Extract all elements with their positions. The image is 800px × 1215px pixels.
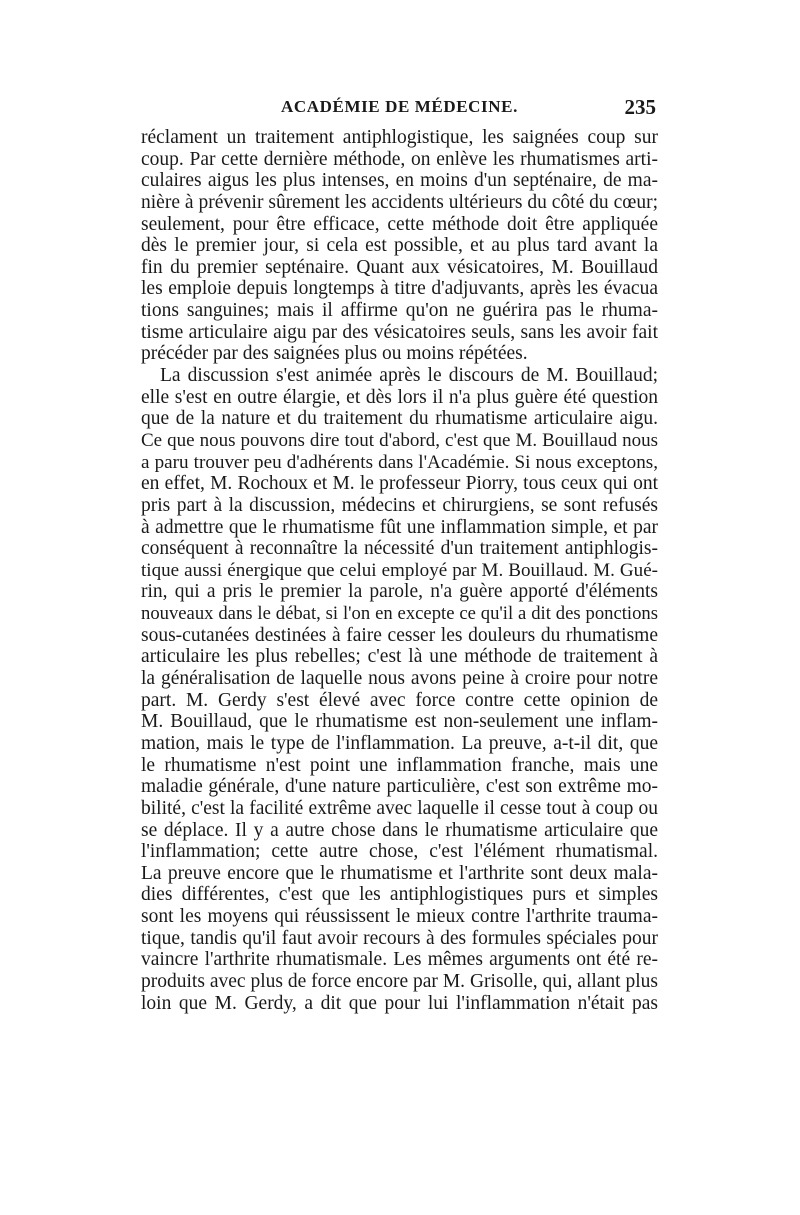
text-line: l'inflammation; cette autre chose, c'est l'élément rhumatismal. [141,841,658,863]
text-line: sont les moyens qui réussissent le mieux contre l'arthrite trauma- [141,906,658,928]
text-line: fin du premier septénaire. Quant aux vésicatoires, M. Bouillaud [141,256,658,278]
running-header [141,95,658,125]
text-line: pris part à la discussion, médecins et chirurgiens, se sont refusés [141,494,658,516]
text-line: tisme articulaire aigu par des vésicatoires seuls, sans les avoir fait [141,321,658,343]
text-line: M. Bouillaud, que le rhumatisme est non-seulement une inflam- [141,711,658,733]
text-line: les emploie depuis longtemps à titre d'adjuvants, après les évacua [141,278,658,300]
paragraph-end-line: précéder par des saignées plus ou moins répétées. [141,343,528,365]
text-line: tique, tandis qu'il faut avoir recours à des formules spéciales pour [141,927,658,949]
text-line: La preuve encore que le rhumatisme et l'arthrite sont deux mala- [141,862,658,884]
text-line: loin que M. Gerdy, a dit que pour lui l'inflammation n'était pas [141,992,658,1014]
text-line: bilité, c'est la facilité extrême avec laquelle il cesse tout à coup ou [141,797,658,819]
text-line: dès le premier jour, si cela est possible, et au plus tard avant la [141,235,658,257]
paragraph-first-line: La discussion s'est animée après le discours de M. Bouillaud; [160,365,658,387]
text-line: articulaire les plus rebelles; c'est là une méthode de traitement à [141,646,658,668]
text-line: le rhumatisme n'est point une inflammation franche, mais une [141,754,658,776]
text-line: sous-cutanées destinées à faire cesser les douleurs du rhumatisme [141,624,658,646]
text-line: nouveaux dans le débat, si l'on en excepte ce qu'il a dit des ponctions [141,603,658,625]
text-line: se déplace. Il y a autre chose dans le rhumatisme articulaire que [141,819,658,841]
text-line: coup. Par cette dernière méthode, on enlève les rhumatismes arti- [141,148,658,170]
text-line: conséquent à reconnaître la nécessité d'un traitement antiphlogis- [141,538,658,560]
text-line: en effet, M. Rochoux et M. le professeur Piorry, tous ceux qui ont [141,473,658,495]
running-title: ACADÉMIE DE MÉDECINE. [281,97,518,116]
text-line: à admettre que le rhumatisme fût une inflammation simple, et par [141,516,658,538]
text-line: seulement, pour être efficace, cette méthode doit être appliquée [141,213,658,235]
text-line: réclament un traitement antiphlogistique, les saignées coup sur [141,127,658,148]
text-line: a paru trouver peu d'adhérents dans l'Académie. Si nous exceptons, [141,451,658,473]
text-line: elle s'est en outre élargie, et dès lors il n'a plus guère été question [141,386,658,408]
text-line: produits avec plus de force encore par M. Grisolle, qui, allant plus [141,970,658,992]
text-line: maladie générale, d'une nature particulière, c'est son extrême mo- [141,776,658,798]
text-line: tions sanguines; mais il affirme qu'on ne guérira pas le rhuma- [141,300,658,322]
text-line: rin, qui a pris le premier la parole, n'a guère apporté d'éléments [141,581,658,603]
text-line: tique aussi énergique que celui employé par M. Bouillaud. M. Gué- [141,559,658,581]
text-line: que de la nature et du traitement du rhumatisme articulaire aigu. [141,408,658,430]
text-line: culaires aigus les plus intenses, en moins d'un septénaire, de ma- [141,170,658,192]
text-line: mation, mais le type de l'inflammation. La preuve, a-t-il dit, que [141,732,658,754]
text-line: part. M. Gerdy s'est élevé avec force contre cette opinion de [141,689,658,711]
page-number: 235 [624,95,656,119]
text-line: nière à prévenir sûrement les accidents ultérieurs du côté du cœur; [141,191,658,213]
text-line: Ce que nous pouvons dire tout d'abord, c'est que M. Bouillaud nous [141,429,658,451]
text-line: vaincre l'arthrite rhumatismale. Les mêmes arguments ont été re- [141,949,658,971]
body-text [141,127,658,1014]
text-line: la généralisation de laquelle nous avons peine à croire pour notre [141,668,658,690]
text-line: dies différentes, c'est que les antiphlogistiques purs et simples [141,884,658,906]
